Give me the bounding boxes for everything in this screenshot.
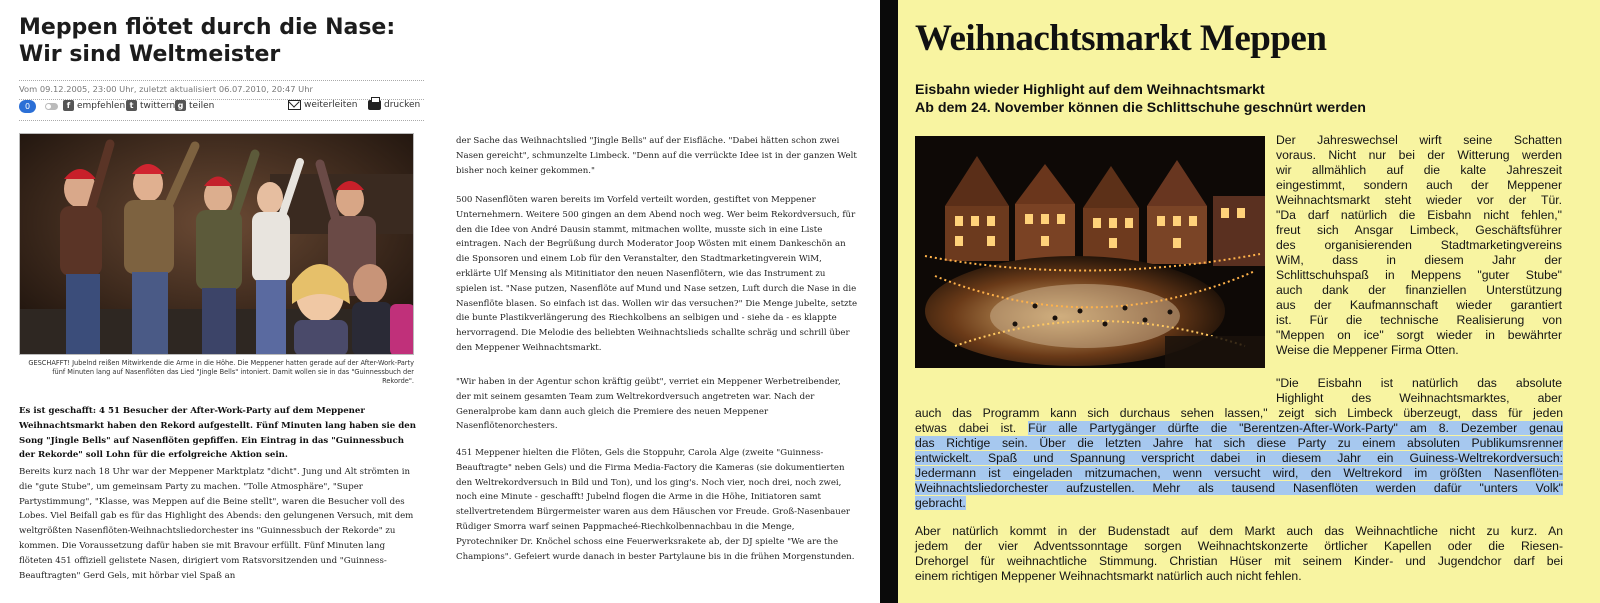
- facebook-share-label: empfehlen: [77, 100, 126, 111]
- text-line: voraus. Nicht nur bei der Witterung werden: [1276, 148, 1562, 162]
- text-line: [915, 496, 1563, 511]
- text-line: eingestimmt, sondern auch der Meppener: [1276, 178, 1562, 192]
- google-plus-share-button[interactable]: [175, 100, 214, 111]
- text-line: jedem der vier Adventssonntage sorgen Weihnachtskonzerte örtlicher Kapellen oder die Riesen-: [915, 539, 1563, 553]
- clipping-paragraph: [1276, 376, 1562, 406]
- selected-text[interactable]: Jedermann ist eingeladen mitzumachen, wenn versucht wird, den Weltrekord im größten Nasenflöten-: [915, 466, 1563, 480]
- text-line: aus der Kaufmannschaft wieder garantiert: [1276, 298, 1562, 312]
- printer-icon: [368, 100, 381, 110]
- mail-icon: [288, 100, 301, 110]
- article-photo: [19, 133, 414, 355]
- clipping-paragraph: [915, 524, 1563, 584]
- twitter-icon: t: [126, 100, 137, 111]
- text-line: auch dank der finanziellen Unterstützung: [1276, 283, 1562, 297]
- text-line: freut sich Ansgar Limbeck, Geschäftsführer: [1276, 223, 1562, 237]
- print-label: drucken: [384, 100, 421, 110]
- selected-text[interactable]: Weihnachtsliedorchester aufzustellen. Mehr als tausend Nasenflöten werden dafür "unters Volk": [915, 481, 1563, 495]
- clipping-subtitle: Eisbahn wieder Highlight auf dem Weihnachtsmarkt: [915, 82, 1265, 98]
- forward-label: weiterleiten: [304, 100, 358, 110]
- article-paragraph: "Wir haben in der Agentur schon kräftig geübt", verriet ein Meppener Werbetreibender, der mit seinem gesamten Team zum Weltrekordversuch angetreten war. Nach der Generalprobe kam dann auch gleich die Premiere des neuen Meppener Nasenflötenorchesters.: [456, 377, 841, 432]
- article-title: Meppen flötet durch die Nase: Wir sind Weltmeister: [19, 15, 396, 67]
- text-line: wir allmählich auf die kalte Jahreszeit: [1276, 163, 1562, 177]
- text-line: Schlittschuhspaß in Meppens "guter Stube": [1276, 268, 1562, 282]
- facebook-share-button[interactable]: [63, 100, 125, 111]
- text-line: "Da darf natürlich die Eisbahn nicht fehlen,": [1276, 208, 1562, 222]
- article-paragraph: 451 Meppener hielten die Flöten, Gels die Stoppuhr, Carola Alge (zweite "Guinness-Beauftragte" neben Gels) und die Firma Media-Factory die Kameras (sie dokumentierten den Weltrekordversuch in Bild und Ton), und los ging's. Noch vier, noch drei, noch zwei, noch eine Minute - geschafft! Jubelnd flogen die Arme in die Höhe, Initiatoren samt stellvertretendem Bürgermeister waren aus dem Häuschen vor Freude. Groß-Nasenbauer Rüdiger Smorra warf seinen Pappmacheé-Riechkolbennachbau in die Menge, Pyrotechniker Dr. Knöchel schoss eine Feuerwerksrakete ab, der DJ spielte "We are the Champions". Gefeiert wurde danach in bester Partylaune bis in die frühen Morgenstunden.: [456, 448, 855, 562]
- privacy-toggle[interactable]: [45, 103, 58, 110]
- selected-text[interactable]: das Richtige sein. Über die letzten Jahre hat sich diese Party zu einem absoluten Publikumsrenner: [915, 436, 1563, 450]
- text-line: WiM, dass in diesem Jahr der: [1276, 253, 1562, 267]
- text-line: Weihnachtsmarkt steht wieder vor der Tür.: [1276, 193, 1562, 207]
- twitter-share-label: twittern: [140, 100, 176, 111]
- article-paragraph: der Sache das Weihnachtslied "Jingle Bells" auf der Eisfläche. "Dabei hätten schon zwei Nasen gereicht", schmunzelte Limbeck. "Denn auf die verrückte Idee ist in der ganzen Welt bisher noch keiner gekommen.": [456, 136, 857, 176]
- google-plus-icon: g: [175, 100, 186, 111]
- text-line: des organisierenden Stadtmarketingvereins: [1276, 238, 1562, 252]
- text-line: [915, 436, 1563, 451]
- clipping-title: Weihnachtsmarkt Meppen: [915, 18, 1327, 59]
- google-plus-share-label: teilen: [189, 100, 215, 111]
- clipping-subtitle: Ab dem 24. November können die Schlittschuhe geschnürt werden: [915, 100, 1366, 116]
- toolbar-divider: [19, 120, 424, 121]
- panel-divider: [880, 0, 898, 603]
- text-line: [915, 466, 1563, 481]
- selected-text[interactable]: gebracht.: [915, 496, 966, 510]
- market-photo: [915, 136, 1265, 368]
- text-line: "Meppen on ice" sorgt wieder in bewährter: [1276, 328, 1562, 342]
- text-line: [915, 421, 1563, 436]
- text-line: Highlight des Weihnachtsmarktes, aber: [1276, 391, 1562, 405]
- comments-link[interactable]: [19, 100, 36, 113]
- newspaper-clipping-panel: [898, 0, 1600, 603]
- clipping-paragraph-continued: [915, 406, 1563, 511]
- article-paragraph: Bereits kurz nach 18 Uhr war der Meppener Marktplatz "dicht". Jung und Alt strömten in die "gute Stube", um gemeinsam Party zu machen. "Tolle Atmosphäre", "Super Partystimmung", "Klasse, was Meppen auf die Beine stellt", waren die Besucher voll des Lobes. Viel Beifall gab es für das Highlight des Abends: den gelungenen Versuch, mit dem weltgrößten Nasenflöten-Weihnachtsliedorchester ins "Guinnessbuch der Rekorde" zu kommen. Die Voraussetzung dafür haben sie mit Bravour erfüllt. Fünf Minuten lang flöteten 451 offiziell gelistete Nasen, dirigiert vom Ratsvorsitzenden und "Guinness-Beauftragten" Gerd Gels, mit hörbar viel Spaß an: [19, 467, 414, 581]
- text-line: ist. Für die technische Realisierung von: [1276, 313, 1562, 327]
- privacy-toggle-icon[interactable]: [45, 103, 58, 110]
- comment-count-badge[interactable]: 0: [19, 100, 36, 113]
- text-line: Weise die Meppener Firma Otten.: [1276, 343, 1459, 357]
- article-photo-drawing: [20, 134, 414, 355]
- text-line: Der Jahreswechsel wirft seine Schatten: [1276, 133, 1562, 147]
- text-segment: etwas dabei ist.: [915, 421, 1029, 435]
- forward-button[interactable]: [288, 100, 357, 110]
- selected-text[interactable]: entwickelt. Spaß und Spannung verspricht dabei in diesem Jahr ein Guiness-Weltrekordversuch:: [915, 451, 1563, 465]
- text-line: Aber natürlich kommt in der Budenstadt auf dem Markt auch das Weihnachtliche nicht zu kurz. An: [915, 524, 1563, 538]
- text-line: [915, 451, 1563, 466]
- selected-text[interactable]: Für alle Partygänger dürfte die "Berentzen-After-Work-Party" am 8. Dezember genau: [1028, 421, 1563, 435]
- text-line: "Die Eisbahn ist natürlich das absolute: [1276, 376, 1562, 390]
- share-toolbar: [19, 100, 424, 114]
- text-line: auch das Programm kann sich durchaus sehen lassen," zeigt sich Limbeck überzeugt, dass für jeden: [915, 406, 1563, 420]
- photo-caption: GESCHAFFT! Jubelnd reißen Mitwirkende die Arme in die Höhe. Die Meppener hatten gerade auf der After-Work-Party fünf Minuten lang auf Nasenflöten das Lied "Jingle Bells" intoniert. Damit wollen sie in das "Guinnessbuch der Rekorde".: [28, 359, 414, 386]
- text-line: [915, 481, 1563, 496]
- article-dateline: Vom 09.12.2005, 23:00 Uhr, zuletzt aktualisiert 06.07.2010, 20:47 Uhr: [19, 80, 424, 100]
- print-button[interactable]: [368, 100, 420, 110]
- text-line: Drehorgel für weihnachtliche Stimmung. Christian Hüser mit seinem Kinder- und Jugendchor darf bei: [915, 554, 1563, 568]
- clipping-paragraph: [1276, 133, 1562, 358]
- article-lead: Es ist geschafft: 4 51 Besucher der After-Work-Party auf dem Meppener Weihnachtsmarkt haben den Rekord aufgestellt. Fünf Minuten lang haben sie den Song "Jingle Bells" auf Nasenflöten gepfiffen. Ein Eintrag in das "Guinnessbuch der Rekorde" soll Lohn für die erfolgreiche Aktion sein.: [19, 406, 416, 461]
- text-line: einem richtigen Meppener Weihnachtsmarkt natürlich auch nicht fehlen.: [915, 569, 1302, 583]
- twitter-share-button[interactable]: [126, 100, 175, 111]
- market-photo-drawing: [915, 136, 1265, 368]
- facebook-icon: f: [63, 100, 74, 111]
- article-paragraph: 500 Nasenflöten waren bereits im Vorfeld verteilt worden, gestiftet von Meppener Unternehmern. Weitere 500 gingen an dem Abend noch weg. Wer beim Rekordversuch, für den die Idee von André Dausin stammt, mitmachen wollte, musste sich in eine Liste eintragen. Nach der Begrüßung durch Moderator Joop Wösten mit einem Dankeschön an die Sponsoren und einem Lob für den Veranstalter, den Stadtmarketingverein WiM, erklärte Ulf Mensing als Mitinitiator den neuen Nasenflötern, wie das Instrument zu spielen ist. "Nase putzen, Nasenflöte auf Mund und Nase setzen, Luft durch die Nase in die Nasenflöte blasen. So einfach ist das. Wollen wir das versuchen?" Die Menge jubelte, setzte die bunte Plastikverlängerung des Riechkolbens an selbigen und - siehe da - es klappte hervorragend. Die Melodie des beliebten Weihnachtslieds schallte schräg und schrill über den Meppener Weihnachtsmarkt.: [456, 195, 858, 353]
